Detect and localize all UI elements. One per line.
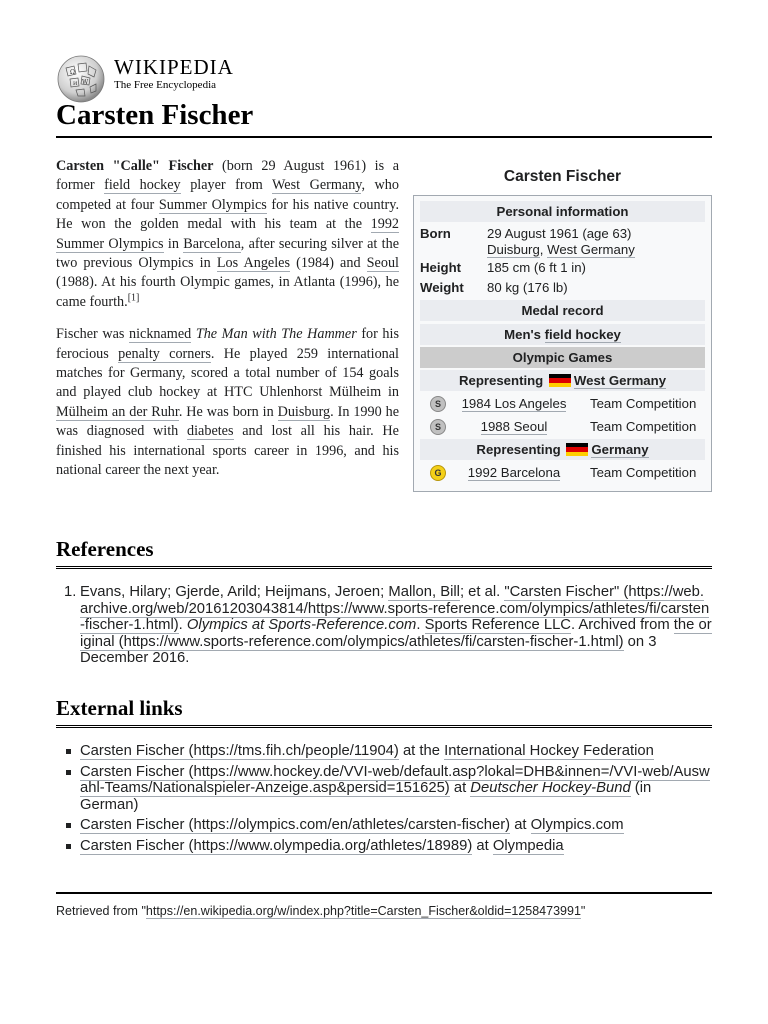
svg-text:W: W — [82, 79, 89, 86]
text: . He was born in — [178, 403, 278, 420]
representing-row-1 — [420, 370, 705, 391]
height-value: 185 cm (6 ft 1 in) — [487, 260, 586, 275]
text: at — [449, 780, 471, 797]
born-label: Born — [420, 226, 451, 241]
event-name: Team Competition — [590, 419, 697, 434]
link-sports-reference[interactable]: Sports Reference LLC — [424, 617, 571, 634]
text: . — [416, 617, 425, 634]
weight-value: 80 kg (176 lb) — [487, 280, 568, 295]
link-west-germany[interactable]: West Germany — [272, 177, 362, 194]
link-born-country[interactable]: West Germany — [547, 242, 635, 257]
link-penalty-corners[interactable]: penalty corners — [118, 345, 211, 362]
link-field-hockey-infobox[interactable]: field hockey — [544, 327, 621, 342]
text: , after securing silver at the two previous Olympics in — [56, 235, 399, 272]
bullet-icon — [66, 749, 71, 754]
link-olympics-profile[interactable]: Carsten Fischer (https://olympics.com/en/athletes/carsten-fischer) — [80, 817, 511, 834]
retrieved-from — [56, 904, 585, 918]
height-row — [420, 260, 705, 278]
text: and lost all his hair. He finished his international sports career in 1996, and his national career the next year. — [56, 423, 399, 479]
infobox-caption: Carsten Fischer — [503, 168, 622, 185]
link-original-reference[interactable]: the original (https://www.sports-reference.com/olympics/athletes/fi/carsten-fischer-1.html) — [80, 617, 712, 650]
svg-text:Ω: Ω — [70, 69, 75, 76]
footer-divider — [56, 892, 712, 894]
link-1992-summer-olympics[interactable]: 1992 Summer Olympics — [56, 216, 399, 252]
text: (in German) — [80, 780, 652, 813]
link-rep-west-germany[interactable]: West Germany — [573, 373, 667, 388]
link-olympedia-profile[interactable]: Carsten Fischer (https://www.olympedia.org/athletes/18989) — [80, 837, 473, 854]
link-archived-reference[interactable]: "Carsten Fischer" (https://web.archive.org/web/20161203043814/https://www.sports-reference.com/olympics/athletes/fi/carsten-fischer-1.html) — [80, 584, 710, 634]
text: on 3 December 2016. — [80, 633, 657, 667]
link-rep-germany[interactable]: Germany — [591, 442, 649, 457]
text: for his native country. He won the golden medal with his team at the — [56, 196, 400, 233]
medal-row-1 — [420, 394, 705, 414]
references-heading: References — [56, 536, 712, 569]
link-nicknamed[interactable]: nicknamed — [128, 326, 192, 343]
wordmark-text: WIKIPEDIA — [114, 55, 234, 79]
references-list — [64, 584, 712, 671]
medal-row-2 — [420, 417, 705, 437]
silver-medal-icon: S — [430, 396, 446, 412]
lead-paragraph-2 — [56, 325, 399, 480]
sport-header — [420, 324, 705, 345]
svg-text:И: И — [73, 81, 78, 87]
reference-item — [64, 584, 712, 667]
bullet-icon — [66, 770, 71, 775]
link-1984-los-angeles[interactable]: 1984 Los Angeles — [461, 396, 567, 411]
bullet-icon — [66, 844, 71, 849]
link-1988-seoul[interactable]: 1988 Seoul — [480, 419, 548, 434]
bullet-icon — [66, 823, 71, 828]
germany-flag-icon — [566, 443, 588, 456]
wordmark-tagline: The Free Encyclopedia — [114, 79, 217, 91]
born-value — [487, 226, 635, 258]
list-item — [80, 743, 712, 760]
text: for his ferocious — [56, 326, 399, 362]
infobox — [413, 195, 712, 492]
representing-label: Representing — [476, 442, 561, 457]
medal-record-header: Medal record — [420, 300, 705, 321]
link-1992-barcelona[interactable]: 1992 Barcelona — [467, 465, 561, 480]
text: (1988). At his fourth Olympic games, in Atlanta (1996), he came fourth. — [56, 274, 399, 310]
link-born-city[interactable]: Duisburg — [487, 242, 540, 257]
text: (born 29 August 1961) is a former — [56, 158, 399, 194]
link-fih-profile[interactable]: Carsten Fischer (https://tms.fih.ch/people/11904) — [80, 743, 399, 759]
link-dhb[interactable]: Deutscher Hockey-Bund — [470, 780, 631, 797]
text: Evans, Hilary; Gjerde, Arild; Heijmans, Jeroen; — [80, 584, 389, 600]
link-barcelona[interactable]: Barcelona — [183, 235, 241, 252]
born-date: 29 August 1961 (age 63) — [487, 226, 632, 241]
born-row — [420, 226, 705, 260]
text: at the — [398, 743, 445, 759]
article-lead — [56, 157, 399, 494]
medal-row-3 — [420, 463, 705, 483]
reference-work: Olympics at Sports-Reference.com — [186, 617, 417, 634]
link-fih[interactable]: International Hockey Federation — [444, 743, 654, 759]
event-name: Team Competition — [590, 396, 697, 411]
link-seoul[interactable]: Seoul — [366, 255, 399, 272]
personal-info-header: Personal information — [420, 201, 705, 222]
link-olympedia[interactable]: Olympedia — [492, 837, 564, 854]
text: Men's — [504, 327, 545, 342]
text: in — [163, 235, 184, 252]
link-dhb-profile[interactable]: Carsten Fischer (https://www.hockey.de/VVI-web/default.asp?lokal=DHB&innen=/VVI-web/Auswahl-Teams/Nationalspieler-Anzeige.asp&persid=151625) — [80, 763, 710, 797]
text: . In 1990 he was diagnosed with — [56, 403, 399, 440]
external-links-list — [80, 743, 712, 859]
text: , who competed at four — [56, 177, 399, 213]
germany-flag-icon — [549, 374, 571, 387]
link-diabetes[interactable]: diabetes — [187, 423, 234, 440]
link-mulheim-an-der-ruhr[interactable]: Mülheim an der Ruhr — [56, 403, 179, 420]
link-mallon-bill[interactable]: Mallon, Bill — [388, 584, 460, 600]
event-name: Team Competition — [590, 465, 697, 480]
text: at — [472, 837, 493, 854]
link-field-hockey[interactable]: field hockey — [104, 177, 181, 194]
link-duisburg[interactable]: Duisburg — [277, 403, 331, 420]
representing-row-2 — [420, 439, 705, 460]
representing-label: Representing — [458, 373, 544, 388]
text: " — [580, 904, 586, 918]
text: (1984) and — [289, 255, 367, 272]
wikipedia-wordmark[interactable] — [114, 56, 234, 92]
nickname: The Man with The Hammer — [195, 326, 357, 343]
text: . He played 259 international matches for Germany, scored a total number of 154 goals and played club hockey at HTC Uhlenhorst Mülheim in — [56, 345, 399, 401]
reference-number: 1. — [64, 584, 77, 600]
competition-header: Olympic Games — [420, 347, 705, 368]
link-summer-olympics[interactable]: Summer Olympics — [158, 196, 267, 213]
page-title: Carsten Fischer — [56, 96, 712, 138]
gold-medal-icon: G — [430, 465, 446, 481]
link-permanent-url[interactable]: https://en.wikipedia.org/w/index.php?title=Carsten_Fischer&oldid=1258473991 — [145, 904, 581, 918]
text: , — [539, 242, 548, 257]
external-links-heading: External links — [56, 695, 712, 728]
text: player from — [180, 177, 273, 194]
weight-label: Weight — [420, 280, 464, 295]
text: ; et al. — [459, 584, 505, 600]
list-item — [80, 817, 712, 834]
list-item — [80, 764, 712, 814]
weight-row — [420, 280, 705, 298]
text: Fischer was — [56, 326, 129, 343]
silver-medal-icon: S — [430, 419, 446, 435]
link-olympics-com[interactable]: Olympics.com — [530, 817, 624, 834]
list-item — [80, 838, 712, 855]
text: Retrieved from " — [56, 904, 146, 918]
text: . — [178, 617, 187, 634]
subject-name: Carsten "Calle" Fischer — [56, 158, 214, 174]
text: at — [510, 817, 531, 834]
reference-link-1[interactable]: [1] — [127, 292, 140, 304]
height-label: Height — [420, 260, 462, 275]
text: . Archived from — [570, 617, 674, 634]
link-los-angeles[interactable]: Los Angeles — [216, 255, 290, 272]
lead-paragraph-1 — [56, 157, 399, 312]
